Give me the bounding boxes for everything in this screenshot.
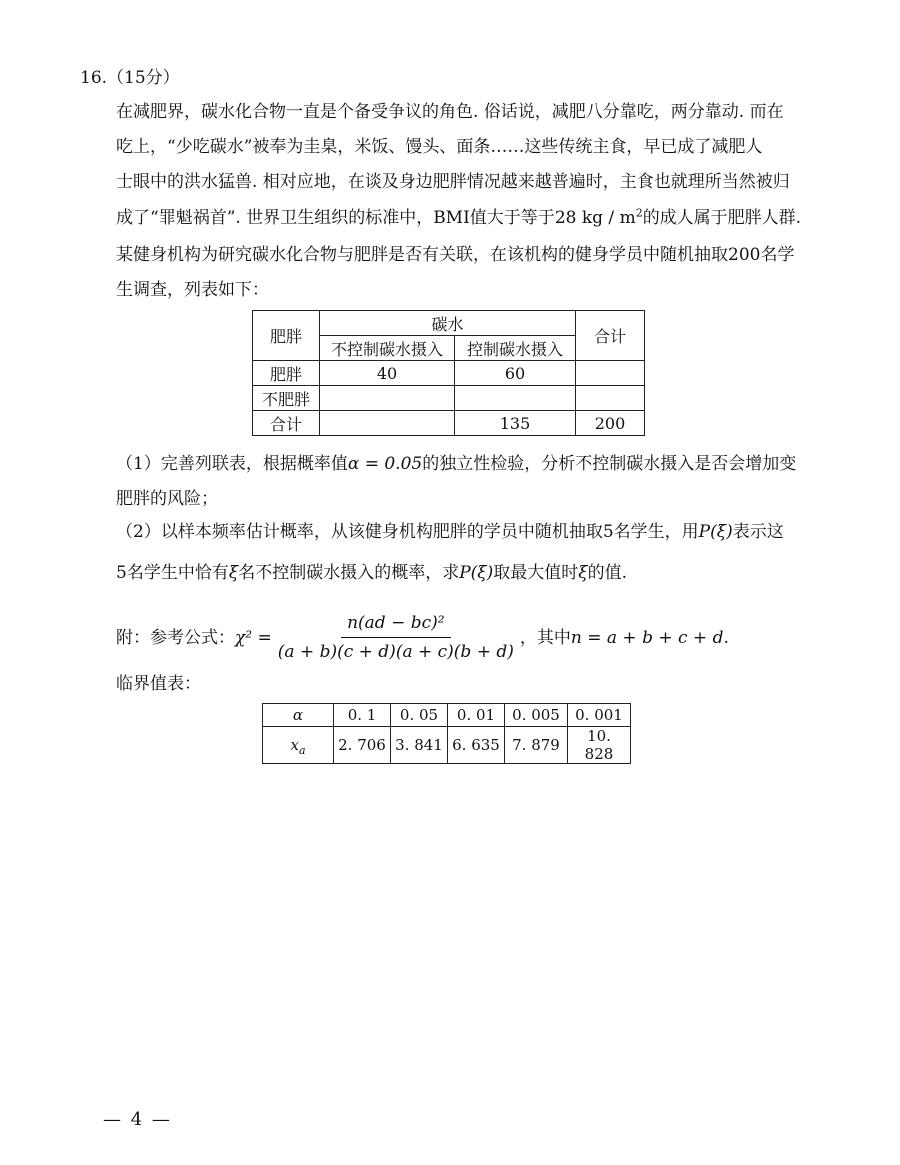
table-row: 不肥胖 (253, 386, 645, 411)
part2-line-2: 5名学生中恰有ξ名不控制碳水摄入的概率，求P(ξ)取最大值时ξ的值. (116, 563, 628, 583)
p-xi-expression: P(ξ) (698, 522, 733, 542)
fraction-denominator: (a + b)(c + d)(a + c)(b + d) (277, 642, 514, 662)
critical-value-table (262, 703, 631, 764)
table-group-header: 碳水 (320, 311, 576, 336)
alpha-label: α (263, 704, 334, 727)
table-row: 合计 135 200 (253, 411, 645, 436)
chi-square-fraction (278, 611, 514, 664)
table-row: α 0. 1 0. 05 0. 01 0. 005 0. 001 (263, 704, 631, 727)
table-row: $x_a$ 2. 706 3. 841 6. 635 7. 879 10. 828 (263, 727, 631, 764)
part1-line-1: （1）完善列联表，根据概率值α = 0.05的独立性检验，分析不控制碳水摄入是否会增加变 (116, 454, 797, 474)
reference-formula: 附：参考公式： χ² = $\frac{\text{n(ad − bc)²}}{(a + b)(c + d)(a + c)(b + d)}$ ，其中 n = a + b + c + d . (116, 613, 729, 662)
n-definition: n = a + b + c + d (570, 627, 724, 648)
chi-square-lhs: χ² = (235, 627, 272, 648)
paragraph-line-4: 成了“罪魁祸首”. 世界卫生组织的标准中，BMI值大于等于28 kg / $m^2$的成人属于肥胖人群. (116, 206, 802, 228)
paragraph-line-1: 在减肥界，碳水化合物一直是个备受争议的角色. 俗话说，减肥八分靠吃，两分靠动. 而在 (116, 102, 784, 122)
page-number: — 4 — (103, 1109, 172, 1130)
question-header (80, 66, 180, 90)
table-col-uncontrolled: 不控制碳水摄入 (320, 336, 455, 361)
table-row: 肥胖 40 60 (253, 361, 645, 386)
table-rowheader: 肥胖 (253, 311, 320, 361)
part1-line-2: 肥胖的风险； (116, 489, 218, 509)
table-col-controlled: 控制碳水摄入 (455, 336, 576, 361)
x-alpha-label: $x_a$ (263, 727, 334, 764)
paragraph-line-5: 某健身机构为研究碳水化合物与肥胖是否有关联，在该机构的健身学员中随机抽取200名学 (116, 245, 795, 265)
paragraph-line-2: 吃上，“少吃碳水”被奉为圭臬，米饭、馒头、面条……这些传统主食，早已成了减肥人 (116, 137, 763, 157)
question-number: 16. (80, 68, 108, 88)
bmi-threshold: 28 kg / $m^2$ (554, 206, 643, 228)
fraction-numerator: n(ad − bc)² (341, 611, 451, 638)
paragraph-line-6: 生调查，列表如下： (116, 280, 269, 300)
critical-table-title: 临界值表： (116, 674, 201, 694)
part2-line-1: （2）以样本频率估计概率，从该健身机构肥胖的学员中随机抽取5名学生，用P(ξ)表示这 (116, 522, 784, 542)
paragraph-line-3: 士眼中的洪水猛兽. 相对应地，在谈及身边肥胖情况越来越普遍时，主食也就理所当然被归 (116, 172, 790, 192)
table-total-header: 合计 (576, 311, 645, 361)
alpha-expression: α = 0.05 (347, 454, 423, 474)
question-points: （15分） (107, 68, 180, 88)
contingency-table (252, 310, 645, 436)
